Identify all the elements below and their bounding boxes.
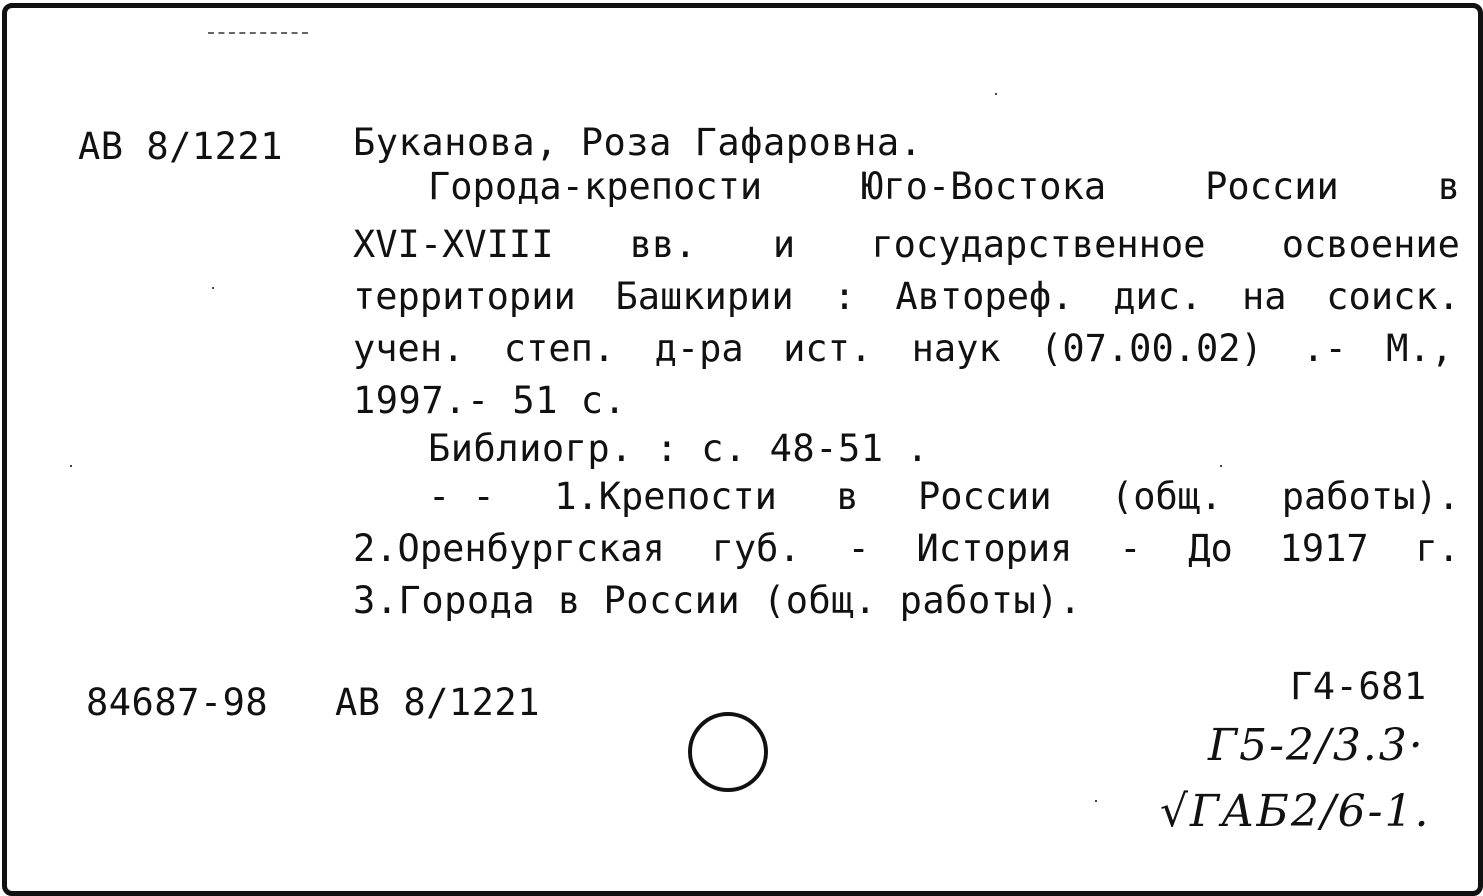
subject-word: губ. (711, 527, 801, 570)
title-word: Города-крепости (428, 165, 763, 208)
title-word: Башкирии (615, 275, 794, 318)
title-word: : (833, 275, 856, 318)
title-word: (07.00.02) (1040, 327, 1263, 370)
title-word: России (1205, 165, 1339, 208)
shelfmark-bottom: АВ 8/1221 (335, 681, 540, 724)
title-word: наук (911, 327, 1001, 370)
punch-hole (688, 712, 768, 792)
handwritten-code-1: Г5-2/3.3· (1208, 720, 1425, 771)
handwritten-code-2: √ГАБ2/6-1. (1160, 786, 1431, 837)
subjects-line-1 (428, 475, 1460, 518)
title-line-1 (428, 165, 1460, 208)
title-word: XVI-XVIII (353, 223, 554, 266)
speck (1095, 800, 1097, 802)
title-word: освоение (1281, 223, 1460, 266)
subject-word: - (847, 527, 870, 570)
speck (212, 287, 214, 289)
ink-smudge (208, 32, 308, 34)
title-word: М., (1386, 327, 1453, 370)
title-word: .- (1302, 327, 1347, 370)
title-word: ист. (783, 327, 873, 370)
subjects-line-3: 3.Города в России (общ. работы). (353, 579, 1082, 622)
accession-number: 84687-98 (86, 681, 269, 724)
subject-word: - - (428, 475, 495, 518)
title-word: в (1437, 165, 1460, 208)
subject-word: 2.Оренбургская (353, 527, 665, 570)
subject-word: 1.Крепости (554, 475, 777, 518)
subject-word: в (836, 475, 859, 518)
title-line-3 (353, 275, 1460, 318)
title-line-2 (353, 223, 1460, 266)
subject-word: работы). (1281, 475, 1460, 518)
title-word: д-ра (654, 327, 744, 370)
bibliography-note: Библиогр. : с. 48-51 . (428, 427, 930, 470)
title-word: на (1242, 275, 1287, 318)
title-word: и (772, 223, 796, 266)
subject-word: (общ. (1110, 475, 1223, 518)
subject-word: г. (1415, 527, 1460, 570)
subject-word: России (917, 475, 1052, 518)
subject-word: История (916, 527, 1073, 570)
classification-code: Г4-681 (1290, 665, 1427, 708)
title-word: дис. (1113, 275, 1203, 318)
subject-word: - (1119, 527, 1142, 570)
imprint-line: 1997.- 51 с. (353, 379, 627, 422)
title-word: вв. (629, 223, 697, 266)
author-heading: Буканова, Роза Гафаровна. (353, 121, 923, 164)
subjects-line-2 (353, 527, 1460, 570)
title-word: Автореф. (895, 275, 1074, 318)
title-word: государственное (871, 223, 1206, 266)
title-word: территории (353, 275, 576, 318)
speck (70, 465, 72, 467)
title-line-4 (353, 327, 1453, 370)
title-word: соиск. (1326, 275, 1460, 318)
title-word: учен. (353, 327, 465, 370)
speck (1220, 465, 1222, 467)
shelfmark: АВ 8/1221 (78, 125, 283, 168)
title-word: степ. (503, 327, 616, 370)
title-word: Юго-Востока (861, 165, 1107, 208)
subject-word: До (1188, 527, 1233, 570)
subject-word: 1917 (1279, 527, 1369, 570)
speck (995, 93, 997, 95)
